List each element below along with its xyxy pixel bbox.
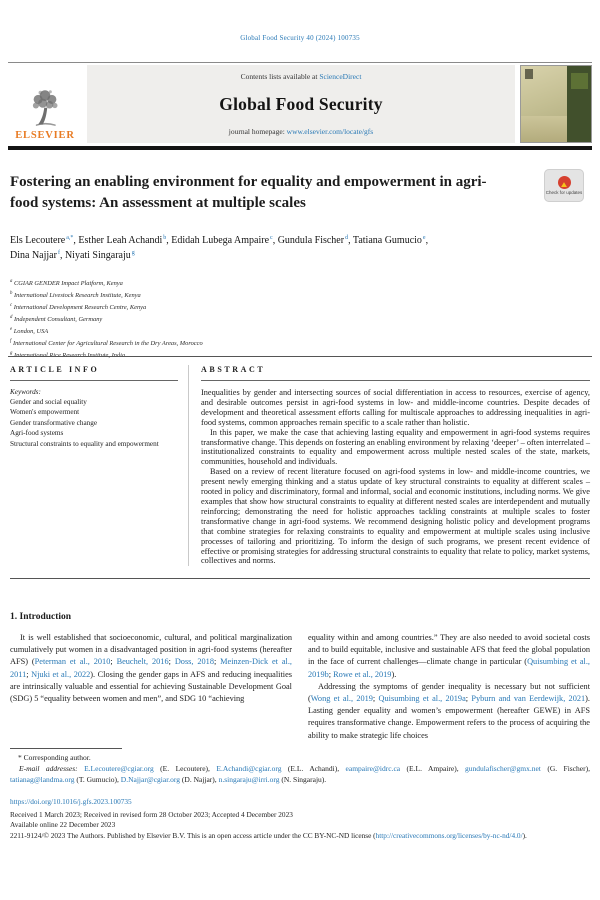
affiliation-text: International Rice Research Institute, India xyxy=(14,351,126,359)
introduction-section xyxy=(10,612,590,742)
inline-link[interactable]: n.singaraju@irri.org xyxy=(218,774,280,784)
inline-text: ; xyxy=(465,694,472,704)
article-info-heading: ARTICLE INFO xyxy=(10,365,178,381)
affiliation-line xyxy=(10,313,570,325)
article-info-column xyxy=(10,365,189,566)
affiliation-marker: g xyxy=(10,350,13,356)
affiliation-marker: d xyxy=(10,314,13,320)
inline-text: , Edidah Lubega Ampaire xyxy=(166,235,270,246)
affiliation-line xyxy=(10,325,570,337)
affiliation-ref: d xyxy=(345,234,349,241)
masthead-center xyxy=(87,65,515,143)
inline-text: Contents lists available at xyxy=(240,72,320,81)
inline-text: , Dina Najjar xyxy=(10,235,429,261)
footnote-divider xyxy=(10,748,122,749)
abstract-column xyxy=(189,365,590,566)
inline-link[interactable]: ScienceDirect xyxy=(319,72,362,81)
affiliation-ref: f xyxy=(57,249,60,256)
affiliation-text: International Development Research Centre, Kenya xyxy=(13,303,147,311)
affiliation-ref: a,* xyxy=(66,234,74,241)
cover-logo-mark xyxy=(525,69,533,79)
inline-text: (G. Fischer), xyxy=(540,764,590,774)
inline-text: , Niyati Singaraju xyxy=(59,250,131,261)
keywords-label: Keywords: xyxy=(10,388,41,396)
keyword-item: Agri-food systems xyxy=(10,429,64,438)
inline-link[interactable]: Rowe et al., 2019 xyxy=(333,669,392,679)
inline-link[interactable]: gundulafischer@gmx.net xyxy=(465,764,541,774)
inline-link[interactable]: Doss, 2018 xyxy=(174,657,214,667)
abstract-paragraph: Based on a review of recent literature focused on agri-food systems in low- and middle-income countries, we present newly emerging thinking and a status update of key structural constraints to equality at different scales – rooted in policy and discriminatory, formal and informal, social and economic institutions, including norms. We give examples that show how structural constraints to equality at different nested scales are interdependent and mutually reinforcing; demonstrating the need for holistic approaches tackling constraints at multiple scales to foster transformative change in agri-food systems. We recommend designing holistic policy and development programs that combine strategies for relaxing constraints to equality and empowerment at multiple scales using inclusive processes of tailoring and prioritizing. To inform the design of such programs, we present recent evidence of effective or promising strategies for addressing structural constraints to equality that relate to policy, market systems, collectives and norms. xyxy=(201,467,590,566)
masthead xyxy=(8,62,592,150)
footnote-block xyxy=(10,748,590,785)
elsevier-tree-icon xyxy=(22,85,68,129)
affiliation-text: International Center for Agricultural Research in the Dry Areas, Morocco xyxy=(12,339,203,347)
copyright-license-line xyxy=(10,831,590,841)
inline-text: Addressing the symptoms of gender inequality is necessary but not sufficient ( xyxy=(308,681,590,704)
inline-text: ; xyxy=(213,657,221,667)
inline-text: (T. Gumucio), xyxy=(74,774,121,784)
info-abstract-section xyxy=(10,365,590,579)
inline-text: equality within and among countries.” They are also needed to avoid societal costs and to build equitable, inclusive and sustainable AFS that feed the global population in the face of current challenges—climate change in particular ( xyxy=(308,633,590,667)
corresponding-author-note: * Corresponding author. xyxy=(18,753,91,762)
introduction-heading: 1. Introduction xyxy=(10,612,72,622)
affiliation-marker: c xyxy=(10,302,13,308)
crossmark-icon xyxy=(558,176,571,189)
doi-link[interactable]: https://doi.org/10.1016/j.gfs.2023.100735 xyxy=(10,797,132,806)
inline-link[interactable]: E.Achandi@cgiar.org xyxy=(216,764,282,774)
inline-text: It is well established that socioeconomic, cultural, and political marginalization cumulatively put women in a disadvantaged position in agri-food systems (hereafter AFS) ( xyxy=(10,633,292,667)
elsevier-wordmark: ELSEVIER xyxy=(15,130,75,141)
affiliation-ref: c xyxy=(270,234,273,241)
article-title: Fostering an enabling environment for equality and empowerment in agri-food systems: An assessment at multiple scales xyxy=(10,174,487,211)
body-paragraph xyxy=(308,681,590,742)
affiliation-line xyxy=(10,301,570,313)
inline-link[interactable]: D.Najjar@cgiar.org xyxy=(120,774,181,784)
section-divider xyxy=(8,356,592,357)
body-paragraph xyxy=(308,632,590,681)
keyword-item: Women's empowerment xyxy=(10,408,80,417)
keyword-item: Structural constraints to equality and empowerment xyxy=(10,439,159,448)
abstract-paragraph: Inequalities by gender and intersecting sources of social differentiation in access to resources, exercise of agency, and desirable outcomes persist in agri-food systems in low- and middle-income countries. Despite decades of development and theoretical assessment efforts calling for multiscale approaches to addressing inequalities in agri-food systems, common approaches remain specific to a scale rather than holistic. xyxy=(201,388,590,427)
inline-text: , Esther Leah Achandi xyxy=(73,235,163,246)
inline-text: journal homepage: xyxy=(228,127,287,136)
inline-text: ; xyxy=(26,669,32,679)
cover-title-box xyxy=(571,73,588,89)
journal-homepage-line xyxy=(229,127,373,136)
inline-link[interactable]: E.Lecoutere@cgiar.org xyxy=(84,764,154,774)
journal-cover-thumbnail xyxy=(520,65,592,143)
check-for-updates-badge[interactable] xyxy=(544,169,584,202)
inline-link[interactable]: tatianag@landma.org xyxy=(10,774,75,784)
contents-list-line xyxy=(241,72,362,81)
inline-text: ; xyxy=(328,669,334,679)
inline-link[interactable]: Beuchelt, 2016 xyxy=(116,657,169,667)
inline-text: 2211-9124/© 2023 The Authors. Published by Elsevier B.V. This is an open access article under the CC BY-NC-ND license ( xyxy=(10,830,376,840)
inline-text: (E.L. Ampaire), xyxy=(400,764,466,774)
inline-link[interactable]: Njuki et al., 2022 xyxy=(31,669,91,679)
keyword-item: Gender and social equality xyxy=(10,398,87,406)
affiliation-line xyxy=(10,277,570,289)
inline-text: , Tatiana Gumucio xyxy=(348,235,422,246)
inline-link[interactable]: www.elsevier.com/locate/gfs xyxy=(286,127,374,136)
abstract-heading: ABSTRACT xyxy=(201,365,590,381)
inline-text: (E. Lecoutere), xyxy=(153,764,217,774)
inline-text: ; xyxy=(372,694,379,704)
inline-text: ). Closing the gender gaps in AFS and reducing inequalities are intrinsically valuable and essential for achieving Sustainable Development Goal (SDG) 5 “equality between women and men”, and SDG 10 “achieving xyxy=(10,669,292,704)
abstract-paragraph: In this paper, we make the case that achieving lasting equality and empowerment in agri-food systems requires transformative change. This depends on fostering an enabling environment by relaxing ‘deeper’ – often interrelated – institutionalized constraints to equality and empowerment across multiple nested scales of the state, markets, communities, household and individuals. xyxy=(201,427,590,467)
inline-text: Els Lecoutere xyxy=(10,235,66,246)
inline-link[interactable]: Wong et al., 2019 xyxy=(310,694,373,704)
two-column-body xyxy=(10,632,590,742)
affiliation-line xyxy=(10,289,570,301)
affiliation-marker: a xyxy=(10,279,13,284)
inline-link[interactable]: Quisumbing et al., 2019a xyxy=(378,694,466,704)
inline-link[interactable]: Quisumbing et al., 2019b xyxy=(308,657,590,679)
affiliation-text: CGIAR GENDER Impact Platform, Kenya xyxy=(14,280,123,288)
inline-text: ; xyxy=(110,657,117,667)
affiliation-line xyxy=(10,337,570,349)
inline-link[interactable]: Peterman et al., 2010 xyxy=(34,657,111,667)
affiliation-text: London, USA xyxy=(13,327,49,335)
keyword-item: Gender transformative change xyxy=(10,418,98,427)
inline-link[interactable]: http://creativecommons.org/licenses/by-nc-nd/4.0/ xyxy=(375,830,523,840)
affiliation-marker: f xyxy=(10,338,12,344)
affiliation-line xyxy=(10,349,570,361)
inline-text: ; xyxy=(168,657,175,667)
body-paragraph xyxy=(10,632,292,705)
inline-text: (E.L. Achandi), xyxy=(281,764,346,774)
affiliation-marker: e xyxy=(10,326,13,332)
publisher-logo-block xyxy=(8,65,82,143)
affiliation-marker: b xyxy=(10,290,13,296)
inline-link[interactable]: Pyburn and van Eerdewijk, 2021 xyxy=(471,694,586,704)
inline-text: , Gundula Fischer xyxy=(272,235,345,246)
affiliation-ref: g xyxy=(131,249,135,256)
check-for-updates-label: Check for updates xyxy=(545,190,583,196)
affiliation-list xyxy=(10,277,570,360)
received-dates-line: Received 1 March 2023; Received in revised form 28 October 2023; Accepted 4 December 2023 xyxy=(10,810,293,820)
inline-text: ). Lasting gender equality and women’s empowerment (hereafter GEWE) in AFS requires transformative change. Empowerment refers to the process of acquiring the ability to make strategic life choices xyxy=(308,694,590,740)
affiliation-text: International Livestock Research Institute, Kenya xyxy=(14,292,141,300)
email-addresses-line xyxy=(10,764,590,785)
article-footer xyxy=(10,797,590,848)
running-head-citation[interactable]: Global Food Security 40 (2024) 100735 xyxy=(240,34,360,42)
inline-label: E-mail addresses: xyxy=(19,764,85,774)
affiliation-text: Independent Consultant, Germany xyxy=(14,315,103,323)
affiliation-ref: e xyxy=(422,234,426,241)
inline-text: (N. Singaraju). xyxy=(279,774,327,784)
affiliation-ref: b xyxy=(163,234,167,241)
available-online-line: Available online 22 December 2023 xyxy=(10,820,116,830)
body-column-left xyxy=(10,632,292,742)
inline-text: (D. Najjar), xyxy=(180,774,219,784)
journal-title: Global Food Security xyxy=(219,93,383,114)
inline-text: ). xyxy=(522,830,527,840)
inline-link[interactable]: Meinzen-Dick et al., 2011 xyxy=(10,657,292,679)
inline-link[interactable]: eampaire@idrc.ca xyxy=(345,764,401,774)
inline-text: ). xyxy=(391,669,397,679)
body-column-right xyxy=(308,632,590,742)
author-list xyxy=(10,233,450,263)
